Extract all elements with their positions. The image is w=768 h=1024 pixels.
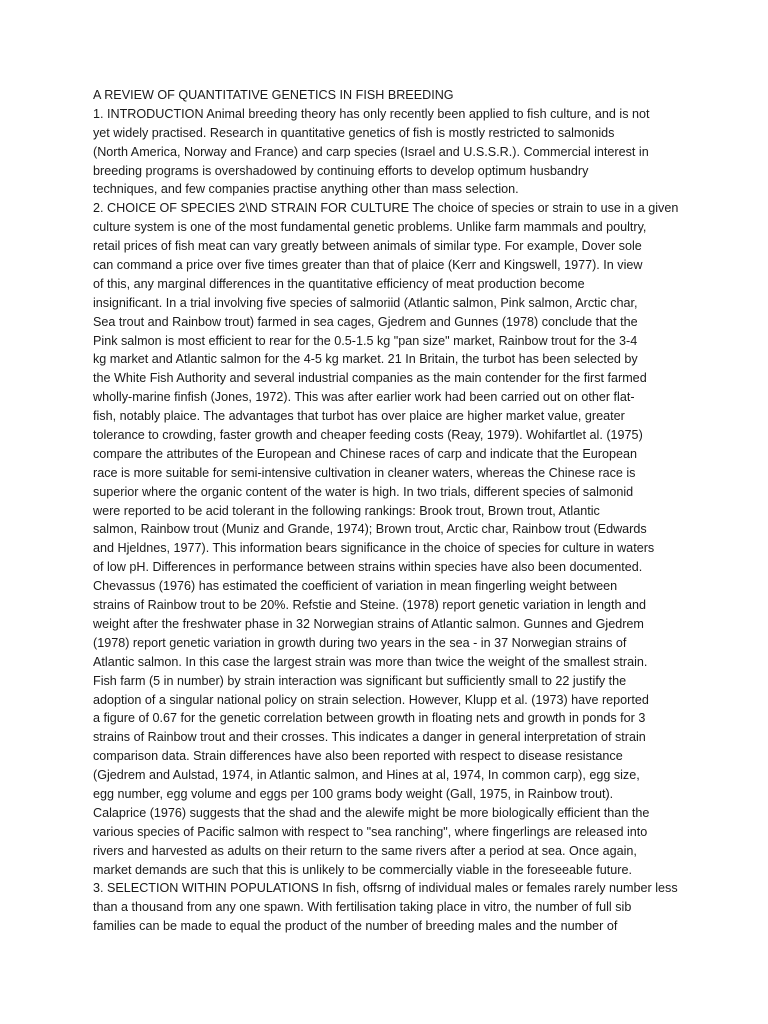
text-line: wholly-marine finfish (Jones, 1972). This was after earlier work had been carried out on other flat- [93,390,635,405]
text-line: the White Fish Authority and several industrial companies as the main contender for the first farmed [93,371,647,386]
text-line: Fish farm (5 in number) by strain interaction was significant but sufficiently small to 22 justify the [93,673,627,688]
text-line: rivers and harvested as adults on their return to the same rivers after a period at sea. Once again, [93,843,637,858]
text-line: tolerance to crowding, faster growth and cheaper feeding costs (Reay, 1979). Wohifartlet al. (1975) [93,428,643,443]
text-line: market demands are such that this is unlikely to be commercially viable in the foreseeable future. [93,862,632,877]
text-line: (1978) report genetic variation in growth during two years in the sea - in 37 Norwegian strains of [93,635,627,650]
text-line: a figure of 0.67 for the genetic correlation between growth in floating nets and growth in ponds for 3 [93,711,646,726]
text-line: of this, any marginal differences in the quantitative efficiency of meat production become [93,276,585,291]
text-line: weight after the freshwater phase in 32 Norwegian strains of Atlantic salmon. Gunnes and Gjedrem [93,616,644,631]
text-line: culture system is one of the most fundamental genetic problems. Unlike farm mammals and poultry, [93,220,647,235]
document-title: A REVIEW OF QUANTITATIVE GENETICS IN FISH BREEDING [93,88,454,102]
text-line: egg number, egg volume and eggs per 100 grams body weight (Gall, 1975, in Rainbow trout). [93,786,614,801]
text-line: breeding programs is overshadowed by continuing efforts to develop optimum husbandry [93,163,589,178]
text-line: superior where the organic content of the water is high. In two trials, different species of salmonid [93,484,634,499]
text-line: 3. SELECTION WITHIN POPULATIONS In fish, offsrng of individual males or females rarely number less [93,881,678,896]
text-line: Pink salmon is most efficient to rear for the 0.5-1.5 kg "pan size" market, Rainbow trout for the 3-4 [93,333,638,348]
text-line: Chevassus (1976) has estimated the coefficient of variation in mean fingerling weight between [93,579,618,594]
text-line: retail prices of fish meat can vary greatly between animals of similar type. For example, Dover sole [93,239,642,254]
text-line: (Gjedrem and Aulstad, 1974, in Atlantic salmon, and Hines at al, 1974, In common carp), egg size, [93,768,640,783]
text-line: and Hjeldnes, 1977). This information bears significance in the choice of species for culture in waters [93,541,655,556]
text-line: families can be made to equal the product of the number of breeding males and the number of [93,919,618,934]
text-line: kg market and Atlantic salmon for the 4-5 kg market. 21 In Britain, the turbot has been selected by [93,352,638,367]
text-line: Atlantic salmon. In this case the largest strain was more than twice the weight of the smallest strain. [93,654,648,669]
text-line: salmon, Rainbow trout (Muniz and Grande, 1974); Brown trout, Arctic char, Rainbow trout (Edwards [93,522,647,537]
text-line: of low pH. Differences in performance between strains within species have also been documented. [93,560,643,575]
text-line: 2. CHOICE OF SPECIES 2\ND STRAIN FOR CULTURE The choice of species or strain to use in a given [93,201,679,216]
text-line: various species of Pacific salmon with respect to "sea ranching", where fingerlings are released into [93,824,648,839]
text-line: yet widely practised. Research in quantitative genetics of fish is mostly restricted to salmonids [93,125,615,140]
text-line: (North America, Norway and France) and carp species (Israel and U.S.S.R.). Commercial interest in [93,144,649,159]
text-line: techniques, and few companies practise anything other than mass selection. [93,182,519,197]
text-line: insignificant. In a trial involving five species of salmoriid (Atlantic salmon, Pink salmon, Arctic char, [93,295,638,310]
text-line: strains of Rainbow trout and their crosses. This indicates a danger in general interpretation of strain [93,730,646,745]
text-line: Calaprice (1976) suggests that the shad and the alewife might be more biologically efficient than the [93,805,650,820]
text-line: compare the attributes of the European and Chinese races of carp and indicate that the European [93,446,637,461]
document-body [93,86,693,936]
text-line: than a thousand from any one spawn. With fertilisation taking place in vitro, the number of full sib [93,900,632,915]
text-line: 1. INTRODUCTION Animal breeding theory has only recently been applied to fish culture, and is not [93,106,650,121]
text-line: comparison data. Strain differences have also been reported with respect to disease resistance [93,749,623,764]
text-line: can command a price over five times greater than that of plaice (Kerr and Kingswell, 1977). In view [93,258,643,273]
text-line: Sea trout and Rainbow trout) farmed in sea cages, Gjedrem and Gunnes (1978) conclude that the [93,314,638,329]
text-line: strains of Rainbow trout to be 20%. Refstie and Steine. (1978) report genetic variation in length and [93,598,647,613]
text-line: fish, notably plaice. The advantages that turbot has over plaice are higher market value, greater [93,409,625,424]
text-line: race is more suitable for semi-intensive cultivation in cleaner waters, whereas the Chinese race is [93,465,636,480]
text-line: adoption of a singular national policy on strain selection. However, Klupp et al. (1973) have reported [93,692,649,707]
text-line: were reported to be acid tolerant in the following rankings: Brook trout, Brown trout, Atlantic [93,503,600,518]
